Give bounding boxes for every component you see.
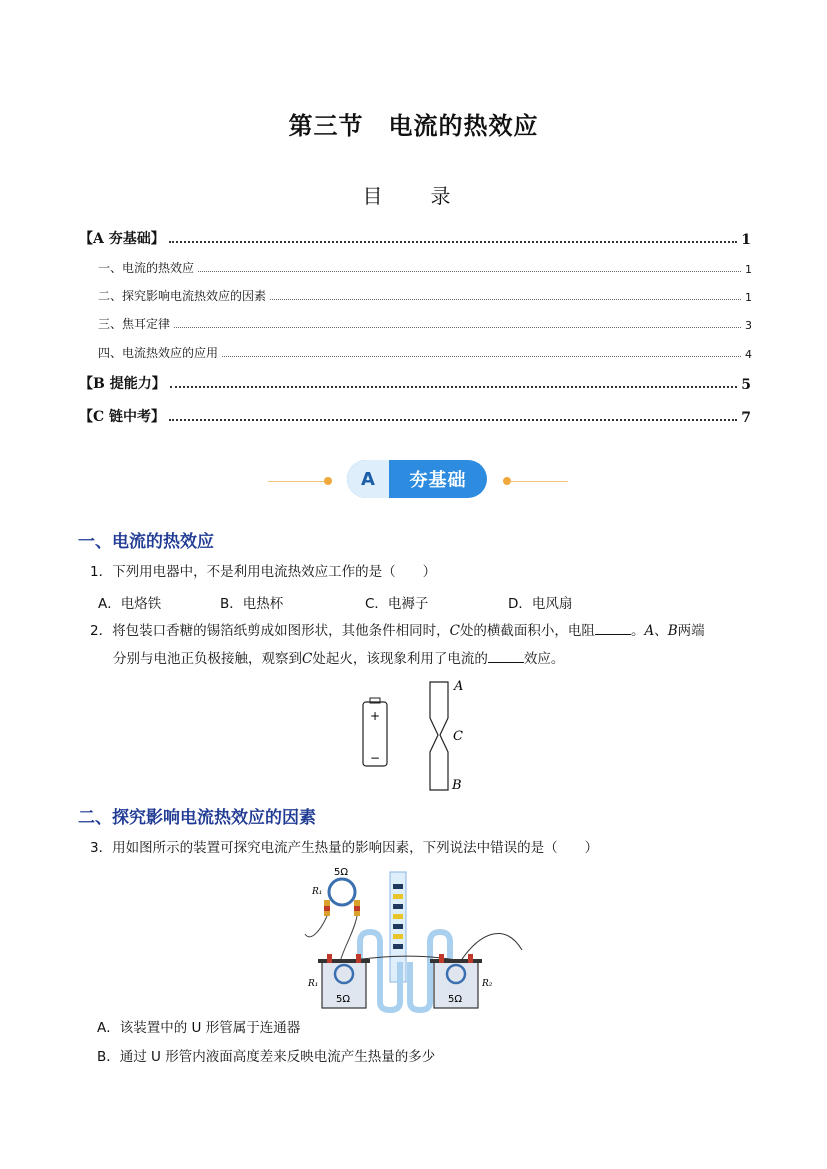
banner-line-left (268, 481, 330, 482)
toc-entry[interactable] (98, 287, 752, 304)
banner-dot-left (324, 477, 332, 485)
label-b: B (452, 778, 462, 793)
question-2-line-1 (90, 620, 705, 641)
banner-letter: A (347, 460, 389, 498)
right-resistor-label: R₂ (482, 979, 493, 989)
section-banner (347, 460, 487, 498)
toc-leader (170, 386, 738, 388)
toc-entry-page: 1 (745, 291, 752, 304)
q2-var-c: C (302, 651, 313, 667)
section-heading: 一、电流的热效应 (78, 532, 214, 552)
question-1-option-d[interactable]: D．电风扇 (508, 596, 573, 612)
label-a: A (454, 679, 464, 694)
battery-minus: − (369, 751, 381, 765)
left-resistor-label: R₁ (308, 979, 319, 989)
q2-text: 。 (630, 623, 645, 639)
q2-text: 效应。 (523, 651, 565, 667)
q2-text: 处的横截面积小，电阻 (459, 623, 595, 639)
toc-entry-page: 3 (745, 319, 752, 332)
q2-text: 两端 (677, 623, 705, 639)
toc-entry-label: 一、电流的热效应 (98, 261, 195, 275)
toc-entry-page: 5 (741, 377, 751, 393)
answer-blank[interactable] (488, 648, 524, 663)
q2-var-c: C (449, 623, 460, 639)
toc-entry[interactable] (98, 315, 752, 332)
section-heading: 二、探究影响电流热效应的因素 (78, 808, 316, 828)
toc-entry-label: 四、电流热效应的应用 (98, 346, 219, 360)
toc-leader (169, 241, 738, 243)
toc-heading: 目 录 (362, 184, 465, 208)
toc-entry-page: 4 (745, 348, 752, 361)
question-3-option-a[interactable]: A．该装置中的 U 形管属于连通器 (97, 1020, 301, 1036)
q2-text: 2．将包装口香糖的锡箔纸剪成如图形状，其他条件相同时， (90, 623, 450, 639)
question-1-option-a[interactable]: A．电烙铁 (98, 596, 162, 612)
question-2-figure (350, 679, 480, 800)
question-1-stem: 1．下列用电器中，不是利用电流热效应工作的是（ ） (90, 564, 437, 580)
toc-entry-label: 三、焦耳定律 (98, 317, 171, 331)
q2-text: 、 (654, 623, 668, 639)
toc-entry[interactable] (98, 259, 752, 276)
question-1-option-b[interactable]: B．电热杯 (220, 596, 284, 612)
page-title: 第三节 电流的热效应 (288, 112, 539, 140)
toc-entry-label: 【C 链中考】 (79, 409, 166, 425)
battery-plus: + (369, 709, 381, 723)
toc-entry-label: 二、探究影响电流热效应的因素 (98, 289, 267, 303)
battery-icon (363, 698, 387, 766)
question-3-stem: 3．用如图所示的装置可探究电流产生热量的影响因素，下列说法中错误的是（ ） (90, 840, 599, 856)
toc-entry[interactable] (79, 228, 751, 248)
foil-strip-shape (430, 682, 448, 790)
toc-entry-page: 1 (745, 263, 752, 276)
question-3-figure (300, 862, 530, 1014)
toc-leader (169, 419, 737, 421)
banner-line-right (510, 481, 568, 482)
right-resistor-value: 5Ω (448, 994, 463, 1005)
toc-leader (222, 356, 741, 357)
toc-entry[interactable] (79, 406, 751, 426)
toc-leader (174, 327, 741, 328)
q2-var-b: B (667, 623, 678, 639)
answer-blank[interactable] (595, 620, 631, 635)
toc-entry[interactable] (98, 344, 752, 361)
question-3-option-b[interactable]: B．通过 U 形管内液面高度差来反映电流产生热量的多少 (97, 1049, 436, 1065)
toc-leader (270, 299, 741, 300)
top-resistor-label: R₁ (312, 887, 323, 897)
left-resistor-value: 5Ω (336, 994, 351, 1005)
question-1-option-c[interactable]: C．电褥子 (365, 596, 429, 612)
top-resistor-value: 5Ω (334, 867, 349, 878)
toc-entry-label: 【B 提能力】 (79, 376, 166, 392)
q2-var-a: A (644, 623, 655, 639)
toc-leader (198, 271, 741, 272)
toc-entry-page: 7 (741, 410, 751, 426)
question-2-line-2 (113, 648, 564, 669)
q2-text: 分别与电池正负极接触，观察到 (113, 651, 302, 667)
toc-entry-page: 1 (741, 232, 751, 248)
label-c: C (453, 729, 463, 744)
q2-text: 处起火，该现象利用了电流的 (312, 651, 488, 667)
toc-entry[interactable] (79, 373, 751, 393)
banner-label: 夯基础 (409, 470, 467, 491)
toc-entry-label: 【A 夯基础】 (79, 231, 165, 247)
